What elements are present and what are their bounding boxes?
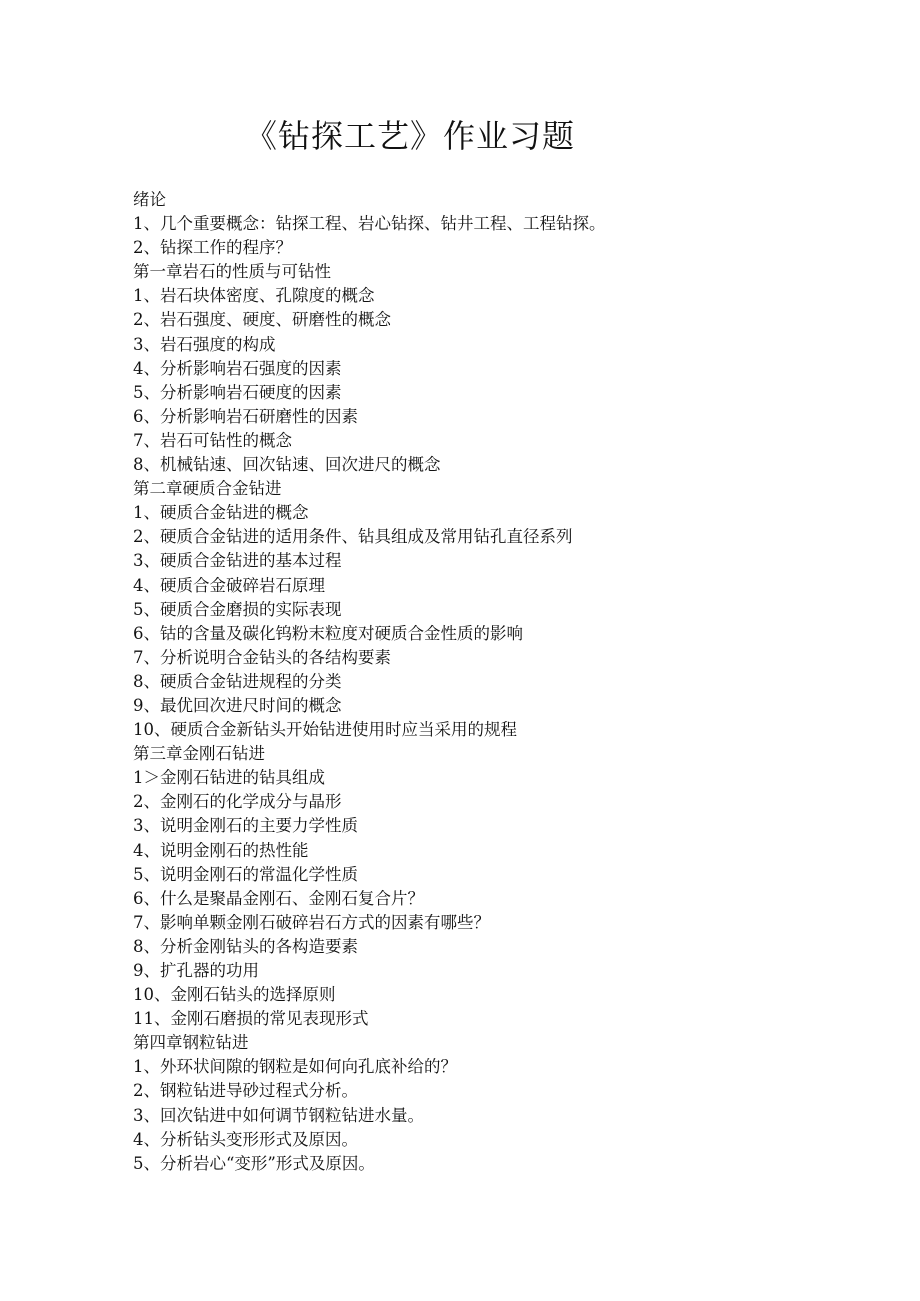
- exercise-item: 5、分析岩心“变形”形式及原因。: [133, 1153, 375, 1173]
- exercise-item: 8、机械钻速、回次钻速、回次进尺的概念: [133, 455, 441, 475]
- exercise-item: 1＞金刚石钻进的钻具组成: [133, 768, 325, 788]
- exercise-item: 7、影响单颗金刚石破碎岩石方式的因素有哪些？: [133, 912, 490, 932]
- document-title: 《钻探工艺》作业习题: [244, 117, 575, 155]
- section-heading: 第三章金刚石钻进: [133, 744, 265, 764]
- exercise-item: 1、岩石块体密度、孔隙度的概念: [133, 286, 375, 306]
- exercise-item: 2、岩石强度、硬度、研磨性的概念: [133, 310, 391, 330]
- exercise-item: 2、钻探工作的程序？: [133, 238, 292, 258]
- exercise-item: 4、硬质合金破碎岩石原理: [133, 575, 325, 595]
- exercise-item: 1、硬质合金钻进的概念: [133, 503, 309, 523]
- exercise-item: 11、金刚石磨损的常见表现形式: [133, 1009, 369, 1029]
- exercise-item: 9、扩孔器的功用: [133, 961, 259, 980]
- exercise-item: 8、分析金刚钻头的各构造要素: [133, 936, 358, 956]
- exercise-item: 2、硬质合金钻进的适用条件、钻具组成及常用钻孔直径系列: [133, 527, 573, 547]
- exercise-item: 3、硬质合金钻进的基本过程: [133, 551, 342, 571]
- section-heading: 第一章岩石的性质与可钻性: [133, 262, 331, 282]
- exercise-item: 4、分析影响岩石强度的因素: [133, 358, 342, 378]
- exercise-item: 8、硬质合金钻进规程的分类: [133, 671, 342, 691]
- exercise-item: 5、分析影响岩石硬度的因素: [133, 382, 342, 402]
- exercise-item: 3、回次钻进中如何调节钢粒钻进水量。: [133, 1105, 424, 1125]
- exercise-item: 9、最优回次进尺时间的概念: [133, 695, 342, 715]
- exercise-item: 4、说明金刚石的热性能: [133, 840, 309, 860]
- exercise-item: 7、岩石可钻性的概念: [133, 430, 292, 450]
- exercise-item: 10、金刚石钻头的选择原则: [133, 985, 336, 1005]
- exercise-item: 4、分析钻头变形形式及原因。: [133, 1129, 358, 1149]
- exercise-item: 5、硬质合金磨损的实际表现: [133, 599, 342, 619]
- exercise-item: 7、分析说明合金钻头的各结构要素: [133, 647, 391, 667]
- exercise-item: 1、外环状间隙的钢粒是如何向孔底补给的？: [133, 1057, 457, 1077]
- exercise-item: 6、什么是聚晶金刚石、金刚石复合片？: [133, 888, 424, 908]
- section-heading: 绪论: [133, 190, 166, 209]
- exercise-item: 2、金刚石的化学成分与晶形: [133, 792, 342, 812]
- exercise-item: 6、分析影响岩石研磨性的因素: [133, 406, 358, 426]
- exercise-item: 10、硬质合金新钻头开始钻进使用时应当采用的规程: [133, 720, 517, 740]
- exercise-item: 5、说明金刚石的常温化学性质: [133, 864, 358, 884]
- exercise-item: 2、钢粒钻进导砂过程式分析。: [133, 1081, 358, 1101]
- exercise-item: 6、钴的含量及碳化钨粉末粒度对硬质合金性质的影响: [133, 623, 523, 643]
- exercise-item: 1、几个重要概念：钻探工程、岩心钻探、钻井工程、工程钻探。: [133, 214, 606, 234]
- exercise-item: 3、岩石强度的构成: [133, 334, 276, 354]
- section-heading: 第二章硬质合金钻进: [133, 479, 282, 499]
- section-heading: 第四章钢粒钻进: [133, 1033, 249, 1053]
- exercise-list: [133, 188, 853, 1176]
- exercise-item: 3、说明金刚石的主要力学性质: [133, 816, 358, 836]
